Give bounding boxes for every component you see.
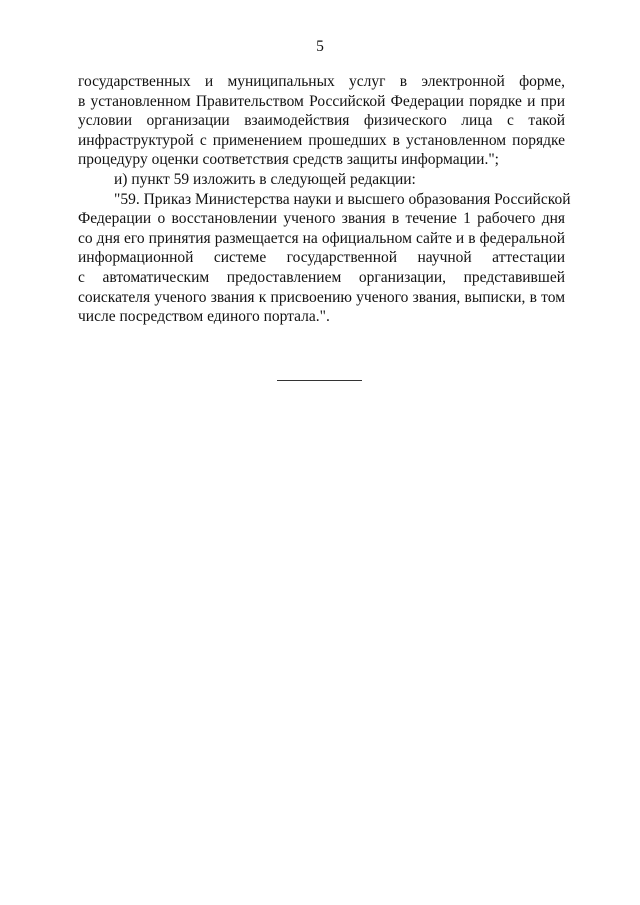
text-line: условии организации взаимодействия физического лица с такой bbox=[78, 112, 565, 130]
text-line: Федерации о восстановлении ученого звания в течение 1 рабочего дня bbox=[78, 210, 565, 228]
text-line: и) пункт 59 изложить в следующей редакции: bbox=[114, 170, 416, 188]
text-line: с автоматическим предоставлением организации, представившей bbox=[78, 268, 565, 286]
separator-line bbox=[277, 380, 362, 381]
text-line: процедуру оценки соответствия средств защиты информации."; bbox=[78, 151, 499, 169]
text-line: инфраструктурой с применением прошедших в установленном порядке bbox=[78, 131, 565, 149]
text-line: со дня его принятия размещается на официальном сайте и в федеральной bbox=[78, 229, 565, 247]
text-line: в установленном Правительством Российской Федерации порядке и при bbox=[78, 92, 565, 110]
text-line: информационной системе государственной научной аттестации bbox=[78, 249, 565, 267]
text-line: "59. Приказ Министерства науки и высшего образования Российской bbox=[114, 190, 571, 208]
text-line: государственных и муниципальных услуг в электронной форме, bbox=[78, 73, 565, 90]
text-line: соискателя ученого звания к присвоению ученого звания, выписки, в том bbox=[78, 288, 565, 306]
page-number: 5 bbox=[316, 38, 324, 55]
document-body bbox=[78, 72, 571, 327]
text-line: числе посредством единого портала.". bbox=[78, 308, 330, 326]
